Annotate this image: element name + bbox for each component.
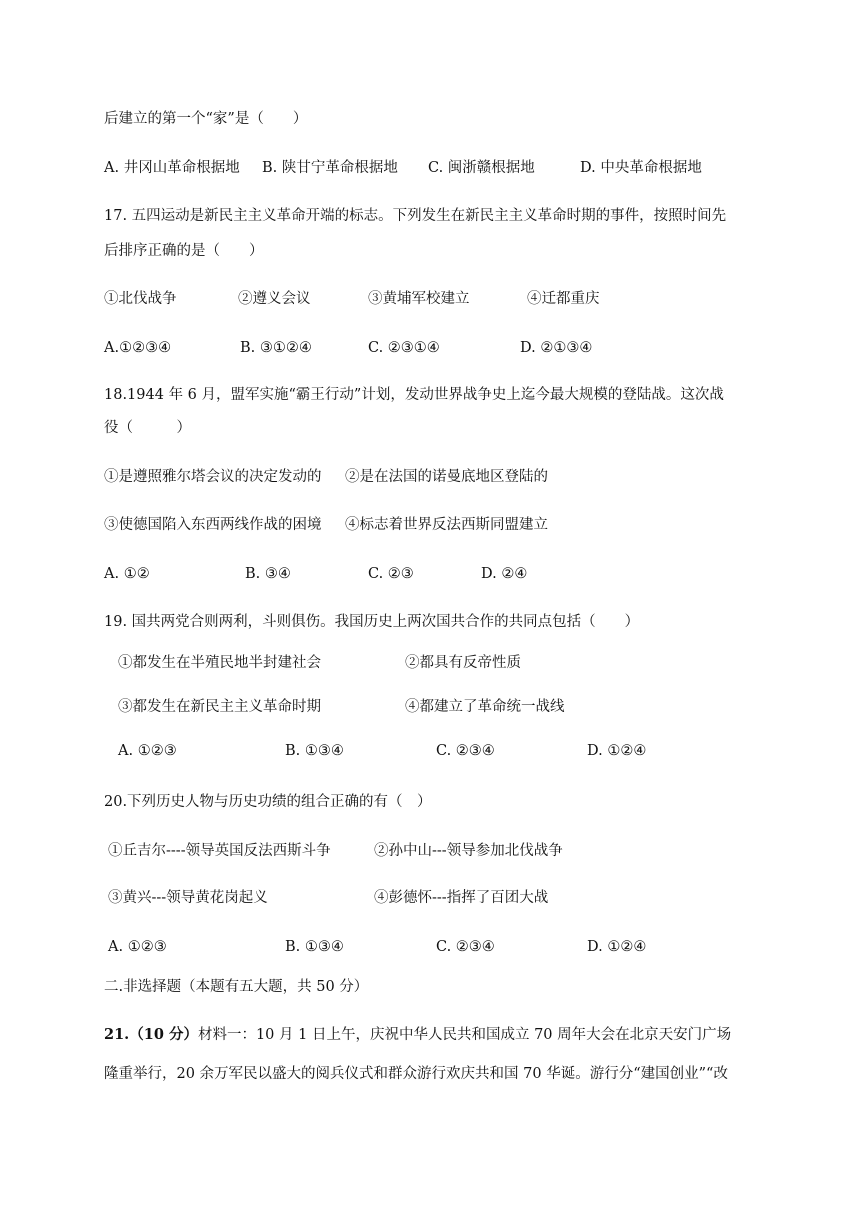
q19-item-4: ④都建立了革命统一战线 xyxy=(405,699,565,715)
q20-stem: 20.下列历史人物与历史功绩的组合正确的有（ ） xyxy=(104,794,432,810)
q20-option-c: C. ②③④ xyxy=(436,939,495,955)
q21-number: 21.（10 分） xyxy=(104,1026,198,1043)
q16-option-d: D. 中央革命根据地 xyxy=(580,160,702,176)
section-2-heading: 二.非选择题（本题有五大题，共 50 分） xyxy=(104,979,369,995)
q17-option-a: A.①②③④ xyxy=(104,340,172,356)
q17-stem-line1: 17. 五四运动是新民主主义革命开端的标志。下列发生在新民主主义革命时期的事件，按照时间先 xyxy=(104,208,727,224)
q17-option-c: C. ②③①④ xyxy=(368,340,440,356)
q19-option-a: A. ①②③ xyxy=(118,743,177,759)
q19-option-d: D. ①②④ xyxy=(587,743,647,759)
q20-item-2: ②孙中山---领导参加北伐战争 xyxy=(374,843,563,859)
q17-item-3: ③黄埔军校建立 xyxy=(368,291,470,307)
q21-line1-text: 材料一：10 月 1 日上午，庆祝中华人民共和国成立 70 周年大会在北京天安门广场 xyxy=(197,1027,732,1043)
q20-option-a: A. ①②③ xyxy=(108,939,167,955)
q18-item-3: ③使德国陷入东西两线作战的困境 xyxy=(104,517,322,533)
q18-stem-line1: 18.1944 年 6 月，盟军实施“霸王行动”计划，发动世界战争史上迄今最大规模的登陆战。这次战 xyxy=(104,387,724,403)
q18-option-c: C. ②③ xyxy=(368,566,414,582)
q17-stem-line2: 后排序正确的是（ ） xyxy=(104,243,264,259)
q19-option-b: B. ①③④ xyxy=(285,743,344,759)
q18-item-2: ②是在法国的诺曼底地区登陆的 xyxy=(345,469,548,485)
q19-item-3: ③都发生在新民主主义革命时期 xyxy=(118,699,321,715)
q16-stem-end: 后建立的第一个“家”是（ ） xyxy=(104,111,308,127)
q21-line2: 隆重举行，20 余万军民以盛大的阅兵仪式和群众游行欢庆共和国 70 华诞。游行分“建国创业”“改 xyxy=(104,1066,728,1082)
q18-option-d: D. ②④ xyxy=(481,566,528,582)
q18-option-a: A. ①② xyxy=(104,566,150,582)
q17-item-1: ①北伐战争 xyxy=(104,291,177,307)
q19-stem: 19. 国共两党合则两利，斗则俱伤。我国历史上两次国共合作的共同点包括（ ） xyxy=(104,614,640,630)
q18-item-4: ④标志着世界反法西斯同盟建立 xyxy=(345,517,548,533)
q18-option-b: B. ③④ xyxy=(245,566,291,582)
q16-option-a: A. 井冈山革命根据地 xyxy=(104,160,240,176)
q20-option-b: B. ①③④ xyxy=(285,939,344,955)
q17-option-d: D. ②①③④ xyxy=(520,340,593,356)
q20-item-1: ①丘吉尔----领导英国反法西斯斗争 xyxy=(108,843,331,859)
q16-option-c: C. 闽浙赣根据地 xyxy=(428,160,535,176)
q20-item-4: ④彭德怀---指挥了百团大战 xyxy=(374,890,549,906)
q19-item-2: ②都具有反帝性质 xyxy=(405,655,521,671)
q19-item-1: ①都发生在半殖民地半封建社会 xyxy=(118,655,321,671)
q20-item-3: ③黄兴---领导黄花岗起义 xyxy=(108,890,268,906)
q17-item-4: ④迁都重庆 xyxy=(527,291,600,307)
q17-item-2: ②遵义会议 xyxy=(238,291,311,307)
q17-option-b: B. ③①②④ xyxy=(240,340,312,356)
q18-stem-line2: 役（ ） xyxy=(104,420,191,436)
q20-option-d: D. ①②④ xyxy=(587,939,647,955)
q19-option-c: C. ②③④ xyxy=(436,743,495,759)
q16-option-b: B. 陕甘宁革命根据地 xyxy=(262,160,398,176)
q18-item-1: ①是遵照雅尔塔会议的决定发动的 xyxy=(104,469,322,485)
q21-line1 xyxy=(104,1025,731,1045)
